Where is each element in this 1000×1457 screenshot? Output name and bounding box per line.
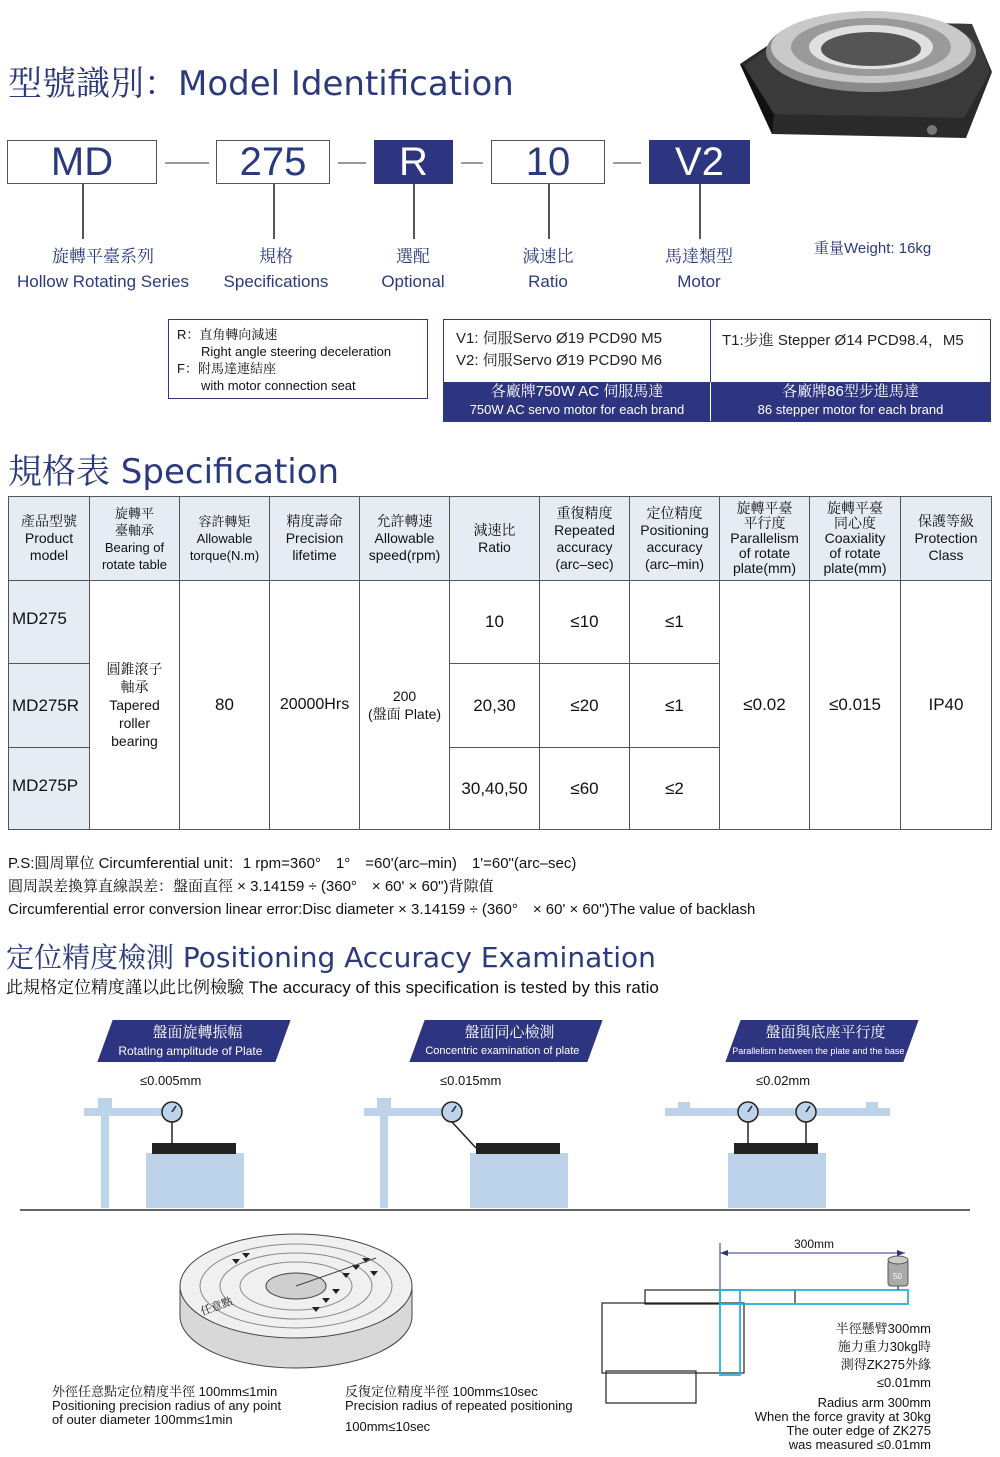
header-line: Bearing of <box>104 539 165 555</box>
cantilever-caption-en <box>700 1396 931 1452</box>
ratio-cell: 20,30 <box>450 664 540 748</box>
speed-line: 200 <box>392 688 417 704</box>
rig-plate-2 <box>476 1143 560 1154</box>
ratio-cell: 10 <box>450 581 540 664</box>
caption-en: Ratio <box>528 272 568 291</box>
header-ratio <box>450 497 540 581</box>
option-r-zh: R：直角轉向減速 <box>177 327 278 342</box>
header-line: Coaxiality <box>824 530 886 546</box>
caption-left-en1: Positioning precision radius of any point <box>52 1398 282 1413</box>
header-line: Protection <box>914 530 978 546</box>
header-line: plate(mm) <box>823 560 887 576</box>
header-bearing <box>90 497 180 581</box>
header-line: of rotate <box>738 545 791 561</box>
header-protection <box>901 497 992 581</box>
servo-bar-zh: 各廠牌750W AC 伺服馬達 <box>490 383 664 400</box>
stepper-spec: T1:步進 Stepper Ø14 PCD98.4，M5 <box>722 332 964 349</box>
bearing-line: bearing <box>111 733 158 749</box>
banner-zh: 盤面與底座平行度 <box>765 1024 886 1041</box>
separator-dash <box>461 162 483 164</box>
product-photo <box>736 2 996 140</box>
test-banner-concentric <box>409 1020 602 1062</box>
rig-base-3 <box>728 1153 826 1208</box>
caption-en: Specifications <box>223 272 329 291</box>
header-repeated-accuracy <box>540 497 630 581</box>
cantilever-caption-zh <box>760 1320 931 1392</box>
weight-label: 重量Weight: 16kg <box>814 240 932 257</box>
weight-tag-label: 50 <box>893 1272 902 1281</box>
caption-line: When the force gravity at 30kg <box>754 1409 931 1424</box>
caption-line: Radius arm 300mm <box>817 1395 931 1410</box>
repeated-cell: ≤10 <box>540 581 630 664</box>
rig-bar-3 <box>665 1108 890 1116</box>
header-line: 保護等級 <box>918 513 974 529</box>
servo-v2: V2: 伺服Servo Ø19 PCD90 M6 <box>456 352 662 369</box>
header-line: (arc–min) <box>644 555 705 572</box>
header-line: 同心度 <box>834 515 876 531</box>
header-line: torque(N.m) <box>189 548 260 563</box>
header-line: Ratio <box>478 538 511 555</box>
caption-en: Optional <box>381 272 445 291</box>
header-line: 臺軸承 <box>114 522 154 538</box>
test-value-rotating: ≤0.005mm <box>140 1073 202 1088</box>
speed-line: (盤面 Plate) <box>367 706 442 722</box>
caption-line: was measured ≤0.01mm <box>788 1437 931 1452</box>
option-f-zh: F：附馬達連結座 <box>177 361 276 376</box>
exam-subtitle: 此規格定位精度謹以此比例檢驗 The accuracy of this specification is tested by this ratio <box>6 978 659 997</box>
stepper-bar-en: 86 stepper motor for each brand <box>757 402 944 417</box>
separator-dash <box>165 162 209 164</box>
header-line: 旋轉平 <box>114 505 154 521</box>
header-line: 平行度 <box>743 515 786 531</box>
code-optional: R <box>374 140 453 184</box>
parallelism-cell: ≤0.02 <box>720 581 810 830</box>
caption-en: Hollow Rotating Series <box>17 272 189 291</box>
bearing-line: Tapered <box>109 697 160 713</box>
banner-en: Parallelism between the plate and the base <box>732 1046 905 1056</box>
banner-zh: 盤面旋轉振幅 <box>152 1024 243 1041</box>
caption-zh: 減速比 <box>522 247 574 266</box>
servo-spec <box>444 320 711 382</box>
rig-base-2 <box>470 1153 568 1208</box>
connector-line <box>548 184 550 239</box>
code-motor: V2 <box>649 140 750 184</box>
banner-en: Rotating amplitude of Plate <box>118 1044 263 1058</box>
ps-note-conversion-zh: 圓周誤差換算直線誤差：盤面直徑 × 3.14159 ÷ (360° × 60' × 60")背隙值 <box>8 878 494 895</box>
banner-zh: 盤面同心檢測 <box>464 1024 555 1041</box>
header-line: 重復精度 <box>556 504 613 521</box>
caption-line: 半徑懸臂300mm <box>835 1321 931 1336</box>
header-line: 允許轉速 <box>376 513 433 529</box>
positioning-cell: ≤1 <box>630 581 720 664</box>
header-line: 產品型號 <box>21 513 77 529</box>
bearing-line: roller <box>118 715 151 731</box>
positioning-cell: ≤2 <box>630 748 720 830</box>
servo-brand-bar <box>444 382 711 421</box>
header-line: rotate table <box>101 556 168 572</box>
model-identification-title: 型號識別：Model Identification <box>8 64 514 104</box>
header-line: Precision <box>285 530 344 546</box>
bearing-line: 圓錐滾子 <box>106 661 163 677</box>
code-specification: 275 <box>216 140 330 184</box>
rig-stand-1 <box>101 1102 109 1208</box>
header-line: 減速比 <box>473 521 516 538</box>
header-line: Class <box>928 547 964 563</box>
stepper-brand-bar <box>711 382 990 421</box>
rig-stand-2 <box>380 1102 388 1208</box>
header-product-model <box>9 497 90 581</box>
caption-zh: 馬達類型 <box>665 247 733 266</box>
test-value-concentric: ≤0.015mm <box>440 1073 502 1088</box>
header-line: speed(rpm) <box>368 547 441 563</box>
ps-note-units: P.S:圓周單位 Circumferential unit：1 rpm=360° 1° =60'(arc–min) 1'=60"(arc–sec) <box>8 855 577 872</box>
bearing-line: 軸承 <box>120 679 149 695</box>
header-line: 旋轉平臺 <box>827 500 883 516</box>
caption-zh: 旋轉平臺系列 <box>52 247 154 266</box>
code-series: MD <box>7 140 157 184</box>
rig-arm-1 <box>84 1108 174 1116</box>
caption-left-zh: 外徑任意點定位精度半徑 100mm≤1min <box>52 1384 278 1399</box>
option-f-en: with motor connection seat <box>201 378 356 393</box>
rig-plate-1 <box>152 1143 236 1154</box>
caption-specifications <box>208 244 344 294</box>
spec-header-row <box>9 497 992 581</box>
model-cell: MD275R <box>9 664 90 748</box>
speed-cell <box>360 581 450 830</box>
option-notes-box <box>168 319 428 399</box>
arm-length-label: 300mm <box>794 1237 835 1251</box>
header-line: Parallelism <box>730 530 799 546</box>
header-line: Positioning <box>640 521 709 538</box>
torque-cell: 80 <box>180 581 270 830</box>
stepper-bar-zh: 各廠牌86型步進馬達 <box>782 383 919 400</box>
connector-line <box>82 184 84 239</box>
test-value-parallelism: ≤0.02mm <box>756 1073 811 1088</box>
test-rigs-illustration <box>0 1090 1000 1215</box>
caption-zh: 規格 <box>259 247 293 266</box>
header-torque <box>180 497 270 581</box>
header-line: 精度壽命 <box>286 513 343 529</box>
caption-left-en2: of outer diameter 100mm≤1min <box>52 1412 233 1427</box>
header-line: lifetime <box>292 547 337 563</box>
test-banner-rotating <box>97 1020 290 1062</box>
repeated-cell: ≤60 <box>540 748 630 830</box>
header-line: Allowable <box>196 531 253 546</box>
specification-title: 規格表 Specification <box>8 452 340 492</box>
header-line: 定位精度 <box>646 504 703 521</box>
header-line: accuracy <box>556 538 613 555</box>
caption-line: The outer edge of ZK275 <box>786 1423 931 1438</box>
caption-zh: 選配 <box>396 247 430 266</box>
caption-line: ≤0.01mm <box>876 1375 931 1390</box>
banner-en: Concentric examination of plate <box>425 1045 580 1057</box>
option-r-en: Right angle steering deceleration <box>201 344 392 359</box>
caption-mid-en1: Precision radius of repeated positioning <box>345 1398 573 1413</box>
header-line: 旋轉平臺 <box>736 500 793 516</box>
caption-motor <box>644 244 754 294</box>
lifetime-cell: 20000Hrs <box>270 581 360 830</box>
caption-series <box>0 244 213 294</box>
ratio-cell: 30,40,50 <box>450 748 540 830</box>
repeated-cell: ≤20 <box>540 664 630 748</box>
header-line: accuracy <box>646 538 703 555</box>
positioning-cell: ≤1 <box>630 664 720 748</box>
connector-line <box>699 184 701 239</box>
header-positioning-accuracy <box>630 497 720 581</box>
header-parallelism <box>720 497 810 581</box>
code-ratio: 10 <box>491 140 605 184</box>
servo-v1: V1: 伺服Servo Ø19 PCD90 M5 <box>456 330 662 347</box>
bearing-cell <box>90 581 180 830</box>
disc-arbitrary-point-label: 任意點 <box>199 1295 235 1319</box>
motor-notes-box <box>443 319 991 422</box>
caption-mid-en2: 100mm≤10sec <box>345 1419 431 1434</box>
table-row <box>9 581 992 664</box>
header-speed <box>360 497 450 581</box>
caption-optional <box>358 244 468 294</box>
header-line: (arc–sec) <box>555 555 614 572</box>
ps-note-conversion-en: Circumferential error conversion linear error:Disc diameter × 3.14159 ÷ (360° × 60' × 60")The value of backlash <box>8 901 756 918</box>
specification-table <box>8 496 992 830</box>
header-lifetime <box>270 497 360 581</box>
model-cell: MD275P <box>9 748 90 830</box>
header-line: of rotate <box>829 545 881 561</box>
header-line: model <box>29 547 69 563</box>
header-coaxiality <box>810 497 901 581</box>
coaxiality-cell: ≤0.015 <box>810 581 901 830</box>
connector-line <box>273 184 275 239</box>
header-line: 容許轉矩 <box>198 514 251 529</box>
caption-mid-zh: 反復定位精度半徑 100mm≤10sec <box>345 1384 538 1399</box>
model-cell: MD275 <box>9 581 90 664</box>
rig-plate-3 <box>734 1143 818 1154</box>
caption-line: 測得ZK275外緣 <box>840 1357 931 1372</box>
exam-title: 定位精度檢測 Positioning Accuracy Examination <box>6 941 656 974</box>
servo-bar-en: 750W AC servo motor for each brand <box>469 402 685 417</box>
header-line: Product <box>24 530 74 546</box>
rig-base-1 <box>146 1153 244 1208</box>
protection-cell: IP40 <box>901 581 992 830</box>
header-line: Allowable <box>374 530 435 546</box>
header-line: plate(mm) <box>732 560 796 576</box>
caption-line: 施力重力30kg時 <box>837 1339 931 1354</box>
header-line: Repeated <box>554 521 615 538</box>
separator-dash <box>338 162 366 164</box>
caption-ratio <box>493 244 603 294</box>
caption-en: Motor <box>677 272 721 291</box>
test-banner-parallelism <box>725 1020 918 1062</box>
separator-dash <box>613 162 641 164</box>
connector-line <box>413 184 415 239</box>
